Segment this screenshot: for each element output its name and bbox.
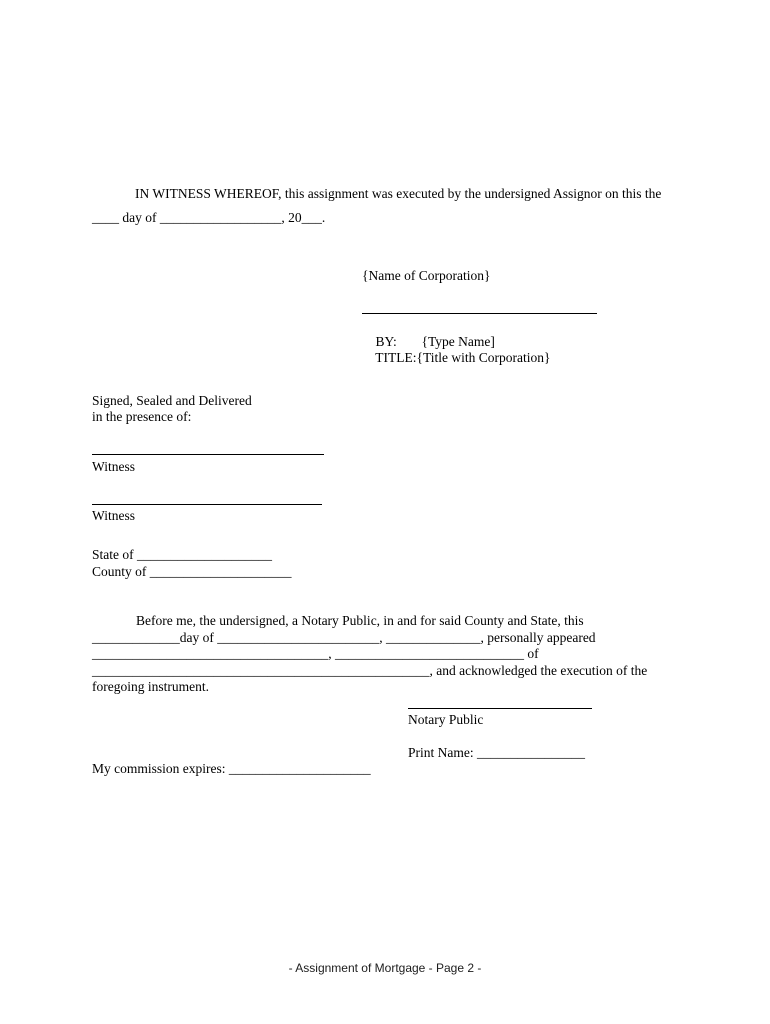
notary-signature-line	[408, 708, 592, 709]
witness1-label: Witness	[92, 459, 135, 474]
notary-paragraph-line2: _____________day of ________________________, ______________, personally appeared	[92, 630, 596, 645]
corporation-name-placeholder: {Name of Corporation}	[362, 268, 491, 283]
corporation-signature-line	[362, 313, 597, 314]
by-label: BY:	[375, 334, 397, 350]
notary-paragraph-line5: foregoing instrument.	[92, 679, 209, 694]
county-of-line: County of _____________________	[92, 564, 292, 579]
page-footer: - Assignment of Mortgage - Page 2 -	[288, 961, 482, 975]
notary-public-label: Notary Public	[408, 712, 484, 727]
title-label: TITLE:	[375, 350, 417, 366]
title-value-placeholder: {Title with Corporation}	[416, 350, 551, 366]
by-value-placeholder: {Type Name]	[421, 334, 495, 350]
witness1-signature-line	[92, 454, 324, 455]
print-name-line: Print Name: ________________	[408, 745, 585, 760]
notary-paragraph-line4: __________________________________________________, and acknowledged the execution of the	[92, 663, 648, 678]
signed-sealed-line1: Signed, Sealed and Delivered	[92, 393, 252, 408]
witness-clause-date-line: ____ day of __________________, 20___.	[92, 210, 326, 225]
witness2-label: Witness	[92, 508, 135, 523]
witness2-signature-line	[92, 504, 322, 505]
notary-paragraph-line1: Before me, the undersigned, a Notary Public, in and for said County and State, this	[136, 613, 584, 628]
signed-sealed-line2: in the presence of:	[92, 409, 192, 424]
state-of-line: State of ____________________	[92, 547, 272, 562]
title-line	[362, 334, 550, 383]
witness-clause-line1: IN WITNESS WHEREOF, this assignment was executed by the undersigned Assignor on this the	[135, 186, 662, 201]
notary-paragraph-line3: ___________________________________, ____________________________ of	[92, 646, 539, 661]
commission-expires-line: My commission expires: _____________________	[92, 761, 371, 776]
